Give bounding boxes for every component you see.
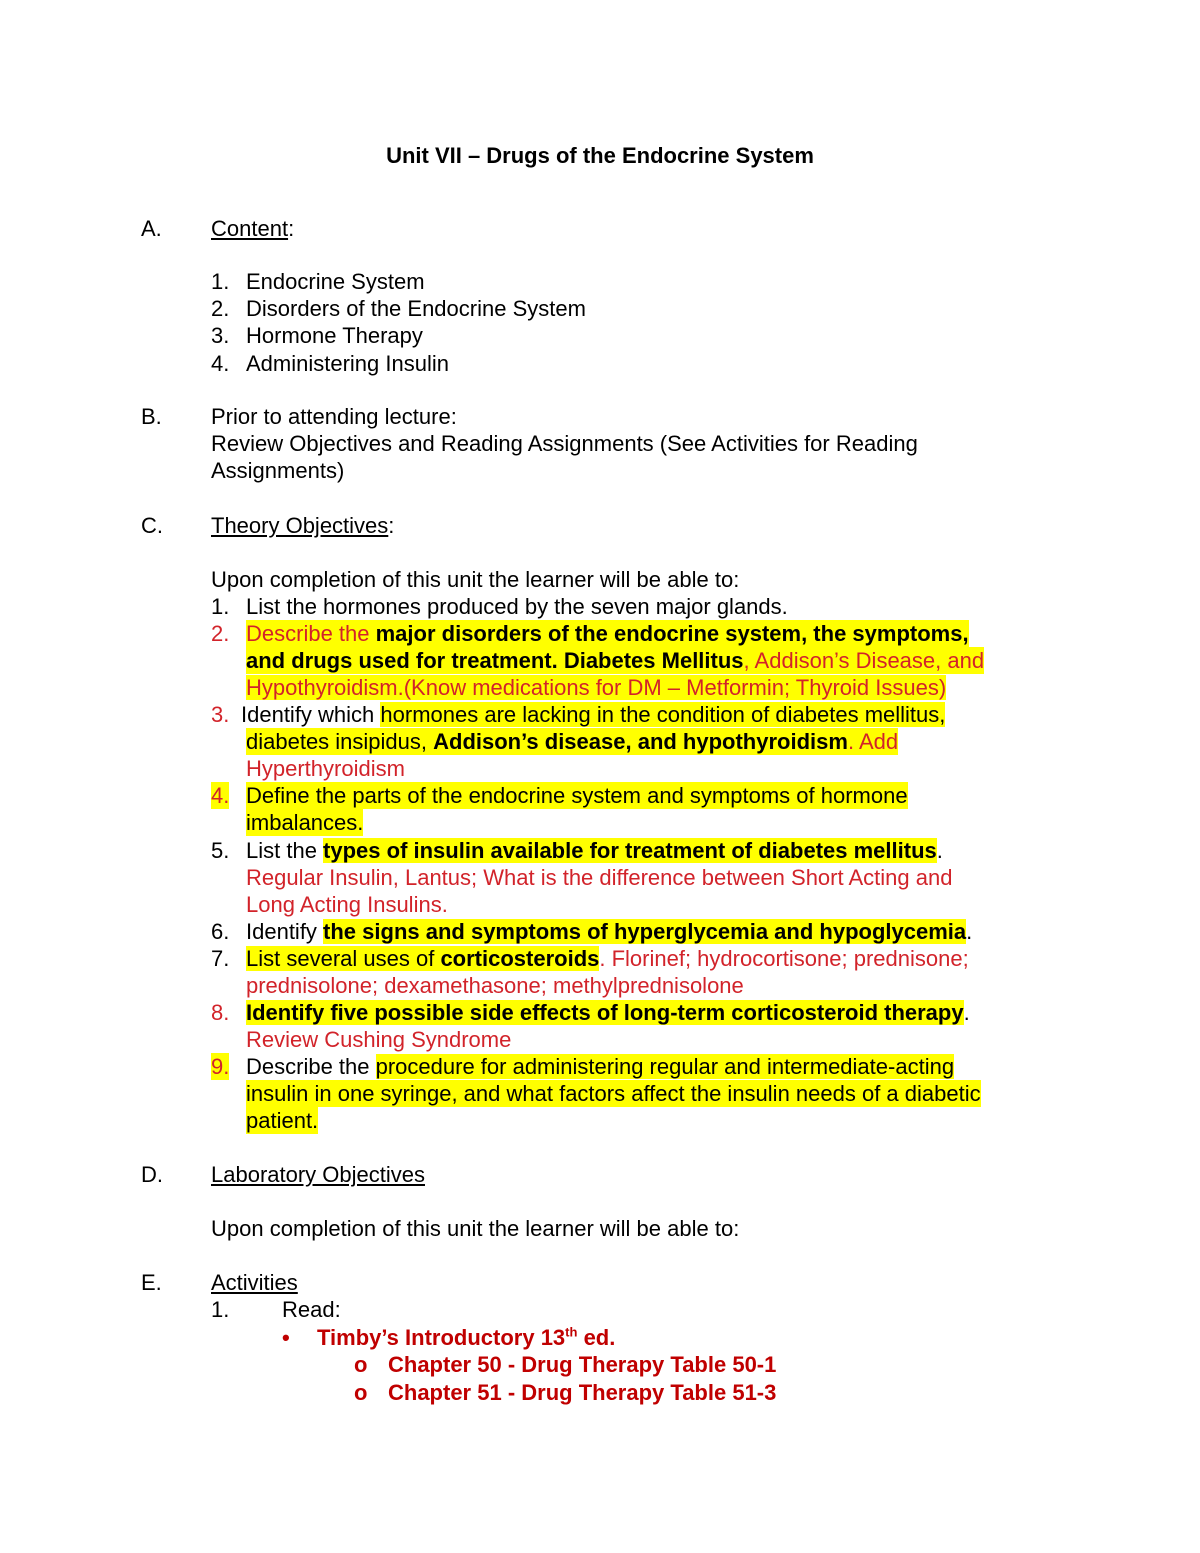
objective-6-text-b: the signs and symptoms of hyperglycemia and hypoglycemia — [323, 919, 967, 944]
objective-num-7: 7. — [211, 946, 230, 971]
textbook-edition-sup: th — [565, 1324, 578, 1340]
laboratory-heading: Laboratory Objectives — [211, 1162, 425, 1187]
objective-7-line-1 — [246, 945, 969, 972]
objective-num-5: 5. — [211, 838, 230, 863]
textbook-title-tail: ed. — [577, 1325, 616, 1350]
objective-8-line-1 — [246, 999, 970, 1026]
chapter-51-reading: Chapter 51 - Drug Therapy Table 51-3 — [388, 1380, 777, 1405]
objective-3-text-a: Identify which — [241, 702, 381, 727]
objective-2-text-e: Hypothyroidism — [246, 675, 398, 700]
objective-6-text-a: Identify — [246, 919, 324, 944]
objective-5-line-1 — [246, 837, 943, 864]
section-a-letter: A. — [141, 216, 162, 241]
objective-2-line-3 — [246, 674, 946, 701]
objective-9-text-a: Describe the — [246, 1054, 376, 1079]
content-item-1: Endocrine System — [246, 269, 425, 294]
objective-num-1: 1. — [211, 594, 230, 619]
objective-2-text-d: , Addison’s Disease, and — [743, 648, 985, 673]
objective-num-8: 8. — [211, 1000, 230, 1025]
section-d-letter: D. — [141, 1162, 163, 1187]
objective-3-text-e: . Add — [847, 729, 899, 754]
objective-6-text-c: . — [966, 919, 973, 944]
section-c-letter: C. — [141, 513, 163, 538]
content-num-3: 3. — [211, 323, 230, 348]
objective-9-text-b: procedure for administering regular and intermediate-acting — [375, 1054, 955, 1079]
section-c-heading: Theory Objectives: — [211, 513, 395, 538]
textbook-title-text: Timby’s Introductory 13 — [317, 1325, 566, 1350]
section-b-line-1: Prior to attending lecture: — [211, 404, 457, 429]
objective-3-text-c: diabetes insipidus, — [246, 729, 434, 754]
theory-intro: Upon completion of this unit the learner will be able to: — [211, 567, 740, 592]
activities-heading: Activities — [211, 1270, 298, 1295]
objective-8-text-a: Identify five possible side effects of long-term corticosteroid therapy — [246, 1000, 964, 1025]
objective-num-4: 4. — [211, 783, 230, 808]
section-b-line-2: Review Objectives and Reading Assignments (See Activities for Reading — [211, 431, 918, 456]
content-item-3: Hormone Therapy — [246, 323, 423, 348]
objective-2-text-f: .(Know medications for DM – Metformin; Thyroid Issues) — [397, 675, 947, 700]
textbook-title — [317, 1324, 615, 1351]
section-b-letter: B. — [141, 404, 162, 429]
objective-num-9: 9. — [211, 1054, 230, 1079]
objective-7-text-a: List several uses of — [246, 946, 441, 971]
objective-7-line-2: prednisolone; dexamethasone; methylprednisolone — [246, 973, 744, 998]
objective-3-line-2 — [246, 728, 898, 755]
page-title: Unit VII – Drugs of the Endocrine System — [386, 143, 814, 168]
objective-5-text-a: List the — [246, 838, 324, 863]
chapter-50-reading: Chapter 50 - Drug Therapy Table 50-1 — [388, 1352, 777, 1377]
content-num-4: 4. — [211, 351, 230, 376]
section-e-letter: E. — [141, 1270, 162, 1295]
objective-4-line-1: Define the parts of the endocrine system and symptoms of hormone — [246, 783, 908, 808]
objective-2-text-c: and drugs used for treatment. Diabetes Mellitus — [246, 648, 744, 673]
objective-3-line-1 — [241, 701, 945, 728]
objective-2-text-b: major disorders of the endocrine system, the symptoms, — [375, 621, 969, 646]
objective-9-line-3: patient. — [246, 1108, 319, 1133]
objective-5-line-3: Long Acting Insulins. — [246, 892, 448, 917]
theory-heading: Theory Objectives — [211, 513, 389, 538]
objective-num-6: 6. — [211, 919, 230, 944]
objective-8-text-b: . — [963, 1000, 970, 1025]
objective-6-line-1 — [246, 918, 972, 945]
objective-num-2: 2. — [211, 621, 230, 646]
objective-2-line-2 — [246, 647, 984, 674]
section-b-line-3: Assignments) — [211, 458, 345, 483]
objective-7-text-c: . Florinef; hydrocortisone; prednisone; — [599, 946, 969, 971]
objective-5-line-2: Regular Insulin, Lantus; What is the difference between Short Acting and — [246, 865, 953, 890]
circle-bullet-icon: o — [354, 1352, 368, 1377]
objective-8-line-2: Review Cushing Syndrome — [246, 1027, 512, 1052]
objective-3-line-3: Hyperthyroidism — [246, 756, 405, 781]
circle-bullet-icon: o — [354, 1380, 368, 1405]
objective-4-line-2: imbalances. — [246, 810, 364, 835]
objective-1: List the hormones produced by the seven major glands. — [246, 594, 788, 619]
activity-read: Read: — [282, 1297, 341, 1322]
objective-9-line-1 — [246, 1053, 954, 1080]
objective-num-3: 3. — [211, 702, 230, 727]
objective-3-text-b: hormones are lacking in the condition of diabetes mellitus, — [380, 702, 946, 727]
activity-num-1: 1. — [211, 1297, 230, 1322]
objective-7-text-b: corticosteroids — [440, 946, 600, 971]
objective-9-line-2: insulin in one syringe, and what factors affect the insulin needs of a diabetic — [246, 1081, 981, 1106]
content-num-2: 2. — [211, 296, 230, 321]
bullet-icon: • — [282, 1325, 290, 1350]
section-a-heading: Content: — [211, 216, 295, 241]
content-heading: Content — [211, 216, 289, 241]
content-item-2: Disorders of the Endocrine System — [246, 296, 586, 321]
objective-5-text-c: . — [936, 838, 943, 863]
objective-3-text-d: Addison’s disease, and hypothyroidism — [433, 729, 848, 754]
objective-2-text-a: Describe the — [246, 621, 376, 646]
objective-2-line-1 — [246, 620, 969, 647]
content-item-4: Administering Insulin — [246, 351, 449, 376]
laboratory-intro: Upon completion of this unit the learner will be able to: — [211, 1216, 740, 1241]
content-num-1: 1. — [211, 269, 230, 294]
objective-5-text-b: types of insulin available for treatment of diabetes mellitus — [323, 838, 937, 863]
